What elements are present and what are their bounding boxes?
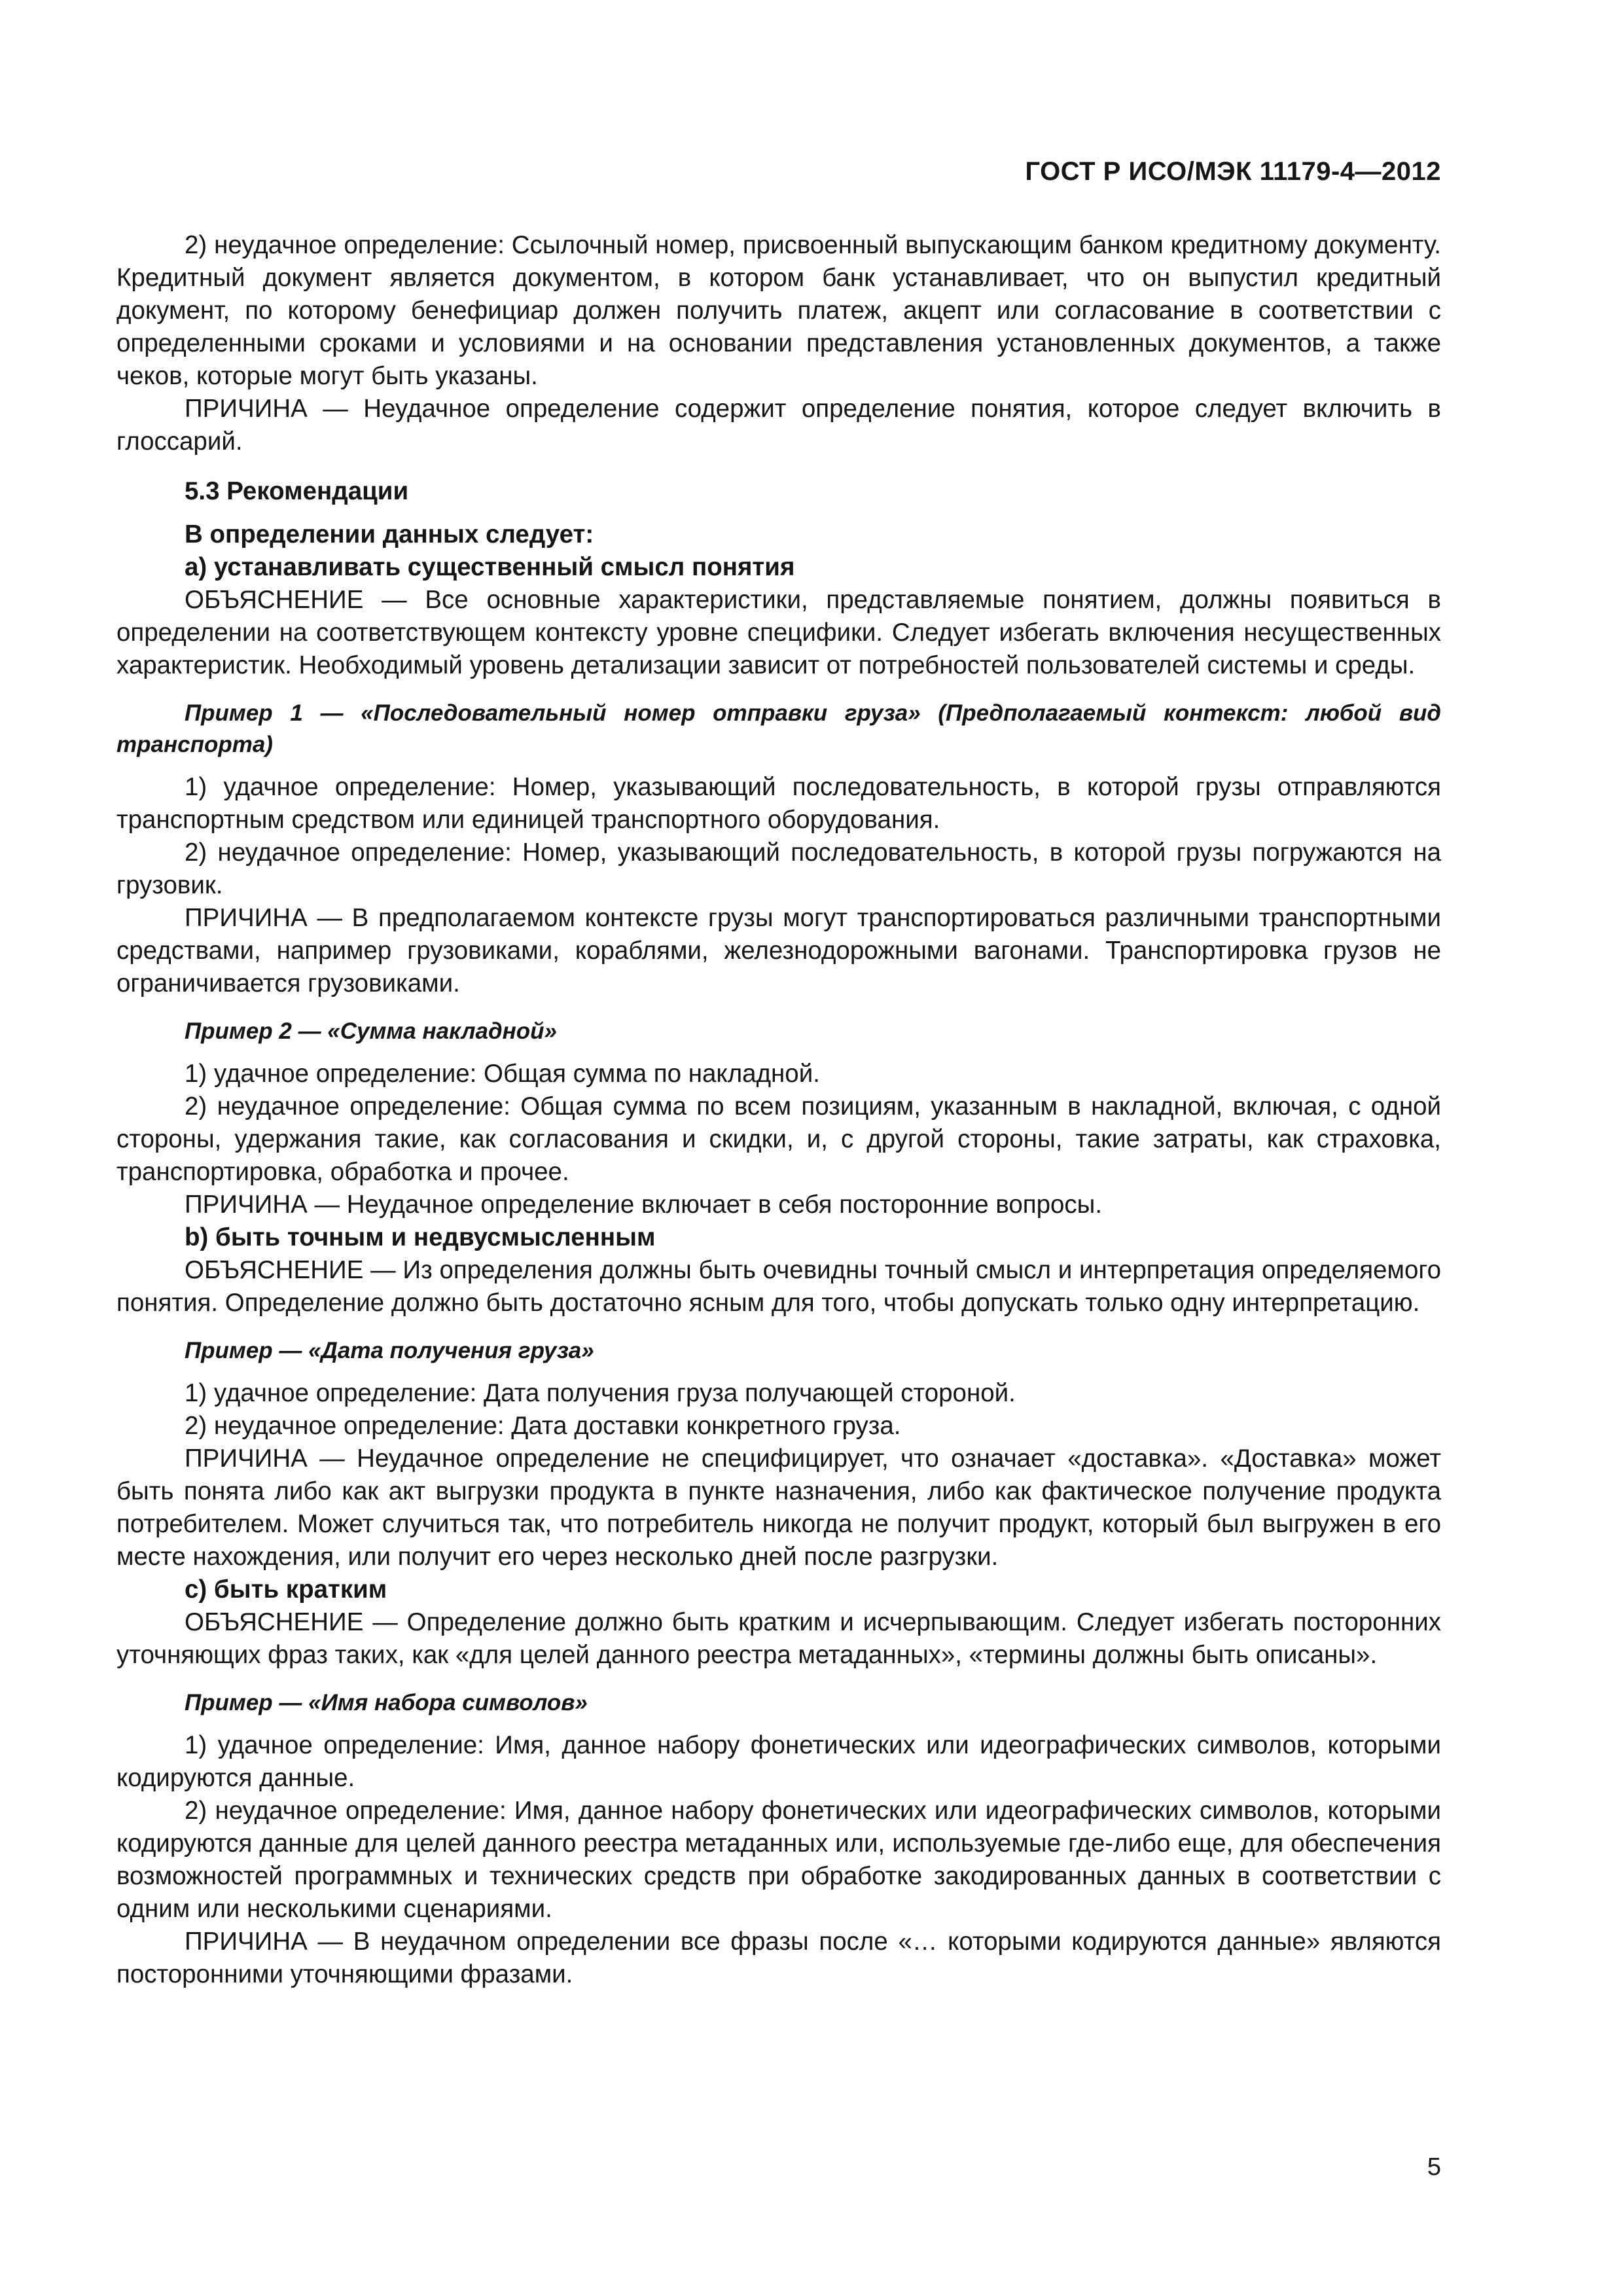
item-b-explanation: ОБЪЯСНЕНИЕ — Из определения должны быть очевидны точный смысл и интерпретация определяемого понятия. Определение должно быть достаточно ясным для того, чтобы допускать только одну интерпретацию. <box>116 1256 1441 1317</box>
recommendations-intro: В определении данных следует: <box>185 520 594 548</box>
example-4-reason: ПРИЧИНА — В неудачном определении все фразы после «… которыми кодируются данные» являются посторонними уточняющими фразами. <box>116 1928 1441 1988</box>
example-1-good: 1) удачное определение: Номер, указывающий последовательность, в которой грузы отправляются транспортным средством или единицей транспортного оборудования. <box>116 773 1441 834</box>
example-2-good: 1) удачное определение: Общая сумма по накладной. <box>185 1060 820 1088</box>
paragraph-bad-definition: 2) неудачное определение: Ссылочный номер, присвоенный выпускающим банком кредитному документу. Кредитный документ является документом, в котором банк устанавливает, что он выпустил кредитный документ, по которому бенефициар должен получить платеж, акцепт или согласование в соответствии с определенными сроками и условиями и на основании представления установленных документов, а также чеков, которые могут быть указаны. <box>116 231 1441 390</box>
page-body <box>116 229 1441 1991</box>
example-1-reason: ПРИЧИНА — В предполагаемом контексте грузы могут транспортироваться различными транспортными средствами, например грузовиками, кораблями, железнодорожными вагонами. Транспортировка грузов не ограничивается грузовиками. <box>116 904 1441 997</box>
example-1-bad: 2) неудачное определение: Номер, указывающий последовательность, в которой грузы погружаются на грузовик. <box>116 838 1441 899</box>
example-4-good: 1) удачное определение: Имя, данное набору фонетических или идеографических символов, которыми кодируются данные. <box>116 1731 1441 1792</box>
item-a-explanation: ОБЪЯСНЕНИЕ — Все основные характеристики, представляемые понятием, должны появиться в определении на соответствующем контексту уровне специфики. Следует избегать включения несущественных характеристик. Необходимый уровень детализации зависит от потребностей пользователей системы и среды. <box>116 586 1441 679</box>
item-b-heading: b) быть точным и недвусмысленным <box>185 1223 656 1251</box>
standard-header: ГОСТ Р ИСО/МЭК 11179-4—2012 <box>1025 157 1441 186</box>
section-heading-5-3: 5.3 Рекомендации <box>185 477 409 505</box>
page-number: 5 <box>1427 2153 1441 2181</box>
item-a-heading: a) устанавливать существенный смысл понятия <box>185 553 795 581</box>
item-c-explanation: ОБЪЯСНЕНИЕ — Определение должно быть кратким и исчерпывающим. Следует избегать посторонних уточняющих фраз таких, как «для целей данного реестра метаданных», «термины должны быть описаны». <box>116 1608 1441 1669</box>
example-3-title: Пример — «Дата получения груза» <box>185 1338 594 1363</box>
example-3-reason: ПРИЧИНА — Неудачное определение не специфицирует, что означает «доставка». «Доставка» может быть понята либо как акт выгрузки продукта в пункте назначения, либо как фактическое получение продукта потребителем. Может случиться так, что потребитель никогда не получит продукт, который был выгружен в его месте нахождения, или получит его через несколько дней после разгрузки. <box>116 1444 1441 1571</box>
paragraph-reason: ПРИЧИНА — Неудачное определение содержит определение понятия, которое следует включить в глоссарий. <box>116 395 1441 456</box>
example-4-title: Пример — «Имя набора символов» <box>185 1690 588 1715</box>
example-2-title: Пример 2 — «Сумма накладной» <box>185 1018 557 1044</box>
example-4-bad: 2) неудачное определение: Имя, данное набору фонетических или идеографических символов, которыми кодируются данные для целей данного реестра метаданных или, используемые где-либо еще, для обеспечения возможностей программных и технических средств при обработке закодированных данных в соответствии с одним или несколькими сценариями. <box>116 1797 1441 1923</box>
example-1-title: Пример 1 — «Последовательный номер отправки груза» (Предполагаемый контекст: любой вид транспорта) <box>116 700 1441 757</box>
example-2-bad: 2) неудачное определение: Общая сумма по всем позициям, указанным в накладной, включая, с одной стороны, удержания такие, как согласования и скидки, и, с другой стороны, такие затраты, как страховка, транспортировка, обработка и прочее. <box>116 1092 1441 1186</box>
example-3-bad: 2) неудачное определение: Дата доставки конкретного груза. <box>185 1412 901 1440</box>
example-3-good: 1) удачное определение: Дата получения груза получающей стороной. <box>185 1379 1016 1407</box>
example-2-reason: ПРИЧИНА — Неудачное определение включает в себя посторонние вопросы. <box>185 1191 1103 1219</box>
item-c-heading: c) быть кратким <box>185 1575 387 1604</box>
